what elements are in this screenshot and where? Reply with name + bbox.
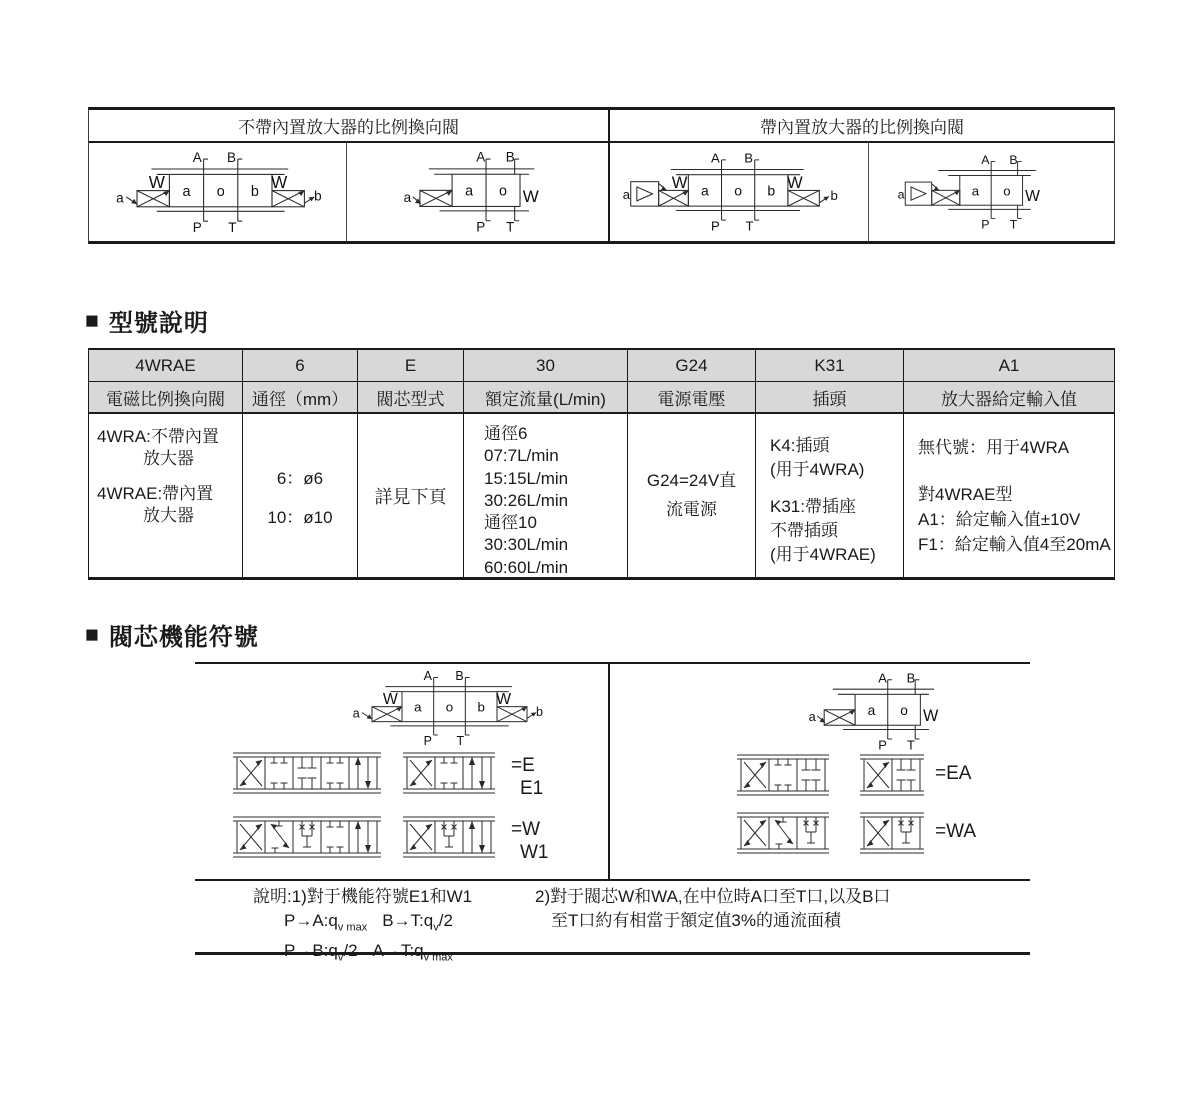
port-label-A: A (980, 154, 990, 167)
valve-overview-table (88, 107, 1115, 244)
blocked-cell (327, 821, 344, 853)
port-label-B: B (505, 150, 515, 165)
spring-w-label: W (922, 706, 939, 725)
cell-voltage (627, 414, 755, 577)
arrowhead (426, 760, 433, 766)
flow-line: 30:30L/min (484, 535, 569, 555)
port-label-B: B (226, 150, 236, 165)
side-label-b: b (313, 188, 322, 204)
side-label-b: b (536, 704, 543, 719)
header-with-amplifier: 帶內置放大器的比例換向閥 (608, 110, 1114, 141)
plug-line: 不帶插頭 (770, 521, 838, 540)
side-label-a: a (352, 706, 360, 721)
port-label-T: T (906, 737, 915, 751)
arrowhead (240, 844, 247, 850)
formula-part: A→T:q (372, 941, 424, 961)
label-e-e1 (511, 754, 543, 800)
reference-valve-3pos (347, 670, 547, 752)
section-title-spool-symbols (85, 617, 259, 652)
code-4wrae: 4WRAE (89, 350, 242, 382)
rails (233, 753, 381, 793)
formula-part: P→A:q (284, 911, 338, 930)
formula-sub: v max (337, 921, 368, 934)
valve-2pos-amp-symbol-icon (897, 154, 1087, 230)
valve-cell-3pos (89, 143, 346, 241)
section-marker-icon: ■ (85, 621, 100, 647)
cell-amp-input (903, 414, 1114, 577)
spring-w-label: W (671, 172, 688, 192)
note1-line1: 說明:1)對于機能符號E1和W1 (253, 887, 473, 906)
pos-label-o: o (216, 183, 225, 200)
valve-3pos-symbol-icon (110, 151, 326, 234)
amplifier-box (905, 182, 931, 205)
cell-plug (755, 414, 903, 577)
spool-wa-long-icon (737, 810, 829, 856)
valve-3pos-amp-symbol-icon (622, 152, 856, 232)
valve-type-line: 4WRAE:帶內置 (97, 484, 214, 503)
port-label-B: B (906, 672, 916, 686)
flow-line: 30:26L/min (484, 490, 569, 510)
port-label-P: P (980, 217, 990, 230)
cell-spool-type (357, 414, 463, 577)
overview-diagram-row (89, 143, 1114, 241)
arrowhead (867, 782, 874, 788)
arrowhead (365, 845, 371, 853)
port-label-P: P (423, 733, 432, 747)
port-label-A: A (475, 150, 485, 165)
spool-type-text: 詳見下頁 (374, 486, 447, 507)
overview-header-row (89, 110, 1114, 143)
spring-w-label: W (787, 172, 803, 192)
voltage-line: G24=24V直 (646, 471, 737, 490)
pos-label-o: o (1002, 183, 1011, 199)
spring-w-label: W (270, 172, 287, 192)
hdr-size: 通徑（mm） (242, 382, 357, 414)
port-label-P: P (192, 219, 202, 234)
restricted-center-cell (442, 821, 457, 847)
cell-valve-type (89, 414, 242, 577)
spool-ea-long-icon (737, 752, 829, 798)
port-label-B: B (1008, 154, 1018, 167)
note-2 (535, 885, 890, 933)
section-marker-icon: ■ (85, 307, 100, 333)
section-title-text: 閥芯機能符號 (108, 624, 259, 651)
arrowhead (867, 840, 874, 846)
pos-label-o: o (445, 699, 454, 715)
note1-formula1 (284, 909, 472, 939)
arrowhead (355, 821, 361, 829)
valve-type-line: 4WRA:不帶內置 (97, 427, 219, 446)
amplifier-triangle-icon (911, 187, 926, 200)
side-label-a: a (897, 187, 905, 202)
port-label-P: P (878, 737, 887, 751)
arrowhead (256, 760, 263, 766)
port-label-P: P (711, 218, 720, 233)
hdr-flow: 額定流量(L/min) (463, 382, 627, 414)
spool-label-w1: W1 (520, 842, 549, 863)
plug-line: K31:帶插座 (770, 497, 856, 516)
blocked-cell (271, 757, 288, 789)
spool-symbol-w-long (233, 814, 381, 865)
flow-line: 通徑10 (484, 513, 537, 533)
note1-formula2 (284, 939, 472, 969)
flow-line: 07:7L/min (484, 446, 559, 466)
dividers (435, 757, 463, 789)
amp-input-line: 對4WRAE型 (918, 485, 1013, 504)
valve-3pos-symbol-icon (347, 670, 547, 747)
formula-sub: v max (423, 951, 453, 964)
valve-cell-3pos-amp (608, 143, 868, 241)
arrowhead (271, 824, 277, 830)
valve-cell-2pos (346, 143, 608, 241)
spring-w-label: W (148, 172, 165, 192)
port-label-T: T (505, 219, 514, 234)
spool-symbol-panel (195, 662, 1030, 964)
panel-vertical-divider (608, 664, 610, 879)
arrowhead (410, 780, 417, 786)
port-label-B: B (455, 670, 464, 683)
restricted-center-cell (899, 817, 914, 843)
dividers (265, 757, 349, 789)
pos-label-a: a (464, 183, 473, 200)
pos-label-a: a (414, 699, 422, 715)
spool-label-w: =W (511, 819, 541, 840)
side-label-b: b (830, 187, 838, 203)
port-label-A: A (423, 670, 432, 683)
arrowhead (744, 840, 751, 846)
amp-input-line: F1：給定輸入值4至20mA (918, 535, 1111, 554)
spring-w-label: W (382, 691, 398, 709)
pos-label-o: o (498, 183, 507, 200)
arrowhead (760, 762, 767, 768)
arrowhead (479, 781, 485, 789)
plug-line: K4:插頭 (770, 436, 830, 455)
formula-part: /2 (343, 941, 358, 961)
arrowhead (744, 782, 751, 788)
valve-cell-2pos-amp (868, 143, 1114, 241)
cell-flow (463, 414, 627, 577)
label-w-w1 (511, 818, 549, 864)
amplifier-box (631, 182, 659, 206)
pos-label-a: a (701, 182, 709, 199)
spool-label-e1: E1 (520, 778, 544, 799)
formula-sub: v (337, 951, 344, 964)
spool-symbol-ea-long (737, 752, 829, 803)
restricted-center-cell (300, 821, 315, 847)
plug-line: (用于4WRA) (770, 460, 865, 479)
port-label-T: T (745, 218, 754, 233)
arrowhead (760, 820, 767, 826)
spool-symbol-e-long (233, 750, 381, 801)
model-code-table (88, 348, 1115, 580)
hdr-amp-input: 放大器給定輸入值 (903, 382, 1114, 414)
model-header-row (89, 382, 1114, 414)
header-without-amplifier: 不帶內置放大器的比例換向閥 (238, 118, 459, 137)
flow-line: 60:60L/min (484, 557, 569, 577)
spool-label-ea: =EA (935, 763, 972, 784)
port-label-A: A (711, 151, 720, 166)
blocked-cell (298, 757, 317, 789)
code-a1: A1 (903, 350, 1114, 382)
code-6: 6 (242, 350, 357, 382)
rails (737, 755, 829, 795)
blocked-cell (441, 757, 458, 789)
note2-line2: 至T口約有相當于額定值3%的通流面積 (551, 911, 841, 930)
blocked-cell (775, 759, 792, 791)
blocked-cell (327, 757, 344, 789)
size-line: 10：ø10 (267, 507, 333, 527)
port-label-T: T (227, 219, 237, 234)
label-wa (935, 820, 976, 843)
spool-w-long-icon (233, 814, 381, 860)
spool-label-e: =E (511, 755, 535, 776)
formula-part: B→T:q (382, 911, 434, 930)
pos-label-b: b (767, 182, 776, 199)
code-e: E (357, 350, 463, 382)
hdr-valve-type: 電磁比例換向閥 (89, 382, 242, 414)
arrowhead (883, 762, 890, 768)
valve-2pos-symbol-icon (402, 151, 554, 233)
plug-line: (用于4WRAE) (770, 545, 876, 564)
arrowhead (883, 820, 890, 826)
pos-label-a: a (971, 183, 979, 199)
arrowhead (283, 842, 290, 848)
arrowhead (365, 781, 371, 789)
hdr-plug: 插頭 (755, 382, 903, 414)
port-label-A: A (192, 150, 202, 165)
spool-symbol-wa-long (737, 810, 829, 861)
code-k31: K31 (755, 350, 903, 382)
arrowhead (787, 838, 794, 844)
spool-ea-short-icon (860, 752, 924, 798)
section-title-text: 型號說明 (108, 310, 209, 337)
spool-symbol-e1-short (403, 750, 495, 801)
outline (407, 757, 491, 789)
pos-label-o: o (734, 182, 743, 199)
port-label-A: A (878, 672, 887, 686)
arrowhead (410, 844, 417, 850)
port-label-P: P (475, 219, 485, 234)
spool-wa-short-icon (860, 810, 924, 856)
restricted-center-cell (804, 817, 819, 843)
arrowhead (775, 820, 781, 826)
code-30: 30 (463, 350, 627, 382)
arrowhead (469, 757, 475, 765)
rails (403, 753, 495, 793)
side-label-a: a (808, 708, 816, 724)
blocked-cell (897, 759, 916, 791)
formula-part: P→B:q (284, 941, 338, 961)
spring-w-label: W (522, 186, 539, 206)
hdr-voltage: 電源電壓 (627, 382, 755, 414)
pos-label-a: a (867, 702, 876, 718)
formula-sub: v (433, 921, 439, 934)
spool-symbol-wa-short (860, 810, 924, 861)
pos-label-o: o (900, 702, 908, 718)
amplifier-triangle-icon (637, 187, 653, 201)
port-label-T: T (456, 733, 465, 747)
voltage-line: 流電源 (666, 500, 717, 519)
panel-horizontal-divider (195, 879, 1030, 881)
arrowhead (479, 845, 485, 853)
blocked-cell (802, 759, 821, 791)
size-line: 6：ø6 (276, 468, 324, 488)
pos-label-b: b (250, 183, 259, 200)
valve-type-line: 放大器 (143, 506, 194, 525)
spool-e-long-icon (233, 750, 381, 796)
spring-w-label: W (1024, 188, 1040, 206)
cell-size (242, 414, 357, 577)
spool-e1-icon (403, 750, 495, 796)
port-label-T: T (1009, 217, 1017, 230)
side-label-a: a (403, 189, 411, 205)
code-g24: G24 (627, 350, 755, 382)
model-body-row (89, 414, 1114, 577)
reference-valve-2pos (807, 672, 953, 756)
amp-input-line: A1：給定輸入值±10V (918, 510, 1081, 529)
spool-w1-icon (403, 814, 495, 860)
arrowhead (823, 196, 829, 200)
side-label-a: a (115, 189, 124, 205)
valve-type-line: 放大器 (143, 449, 194, 468)
spool-symbol-w1-short (403, 814, 495, 865)
spool-label-wa: =WA (935, 821, 976, 842)
side-label-a: a (622, 186, 631, 202)
arrowhead (426, 824, 433, 830)
spool-symbol-ea-short (860, 752, 924, 803)
pos-label-a: a (182, 183, 191, 200)
arrowhead (469, 821, 475, 829)
valve-2pos-symbol-icon (807, 672, 953, 751)
spring-w-label: W (496, 691, 512, 709)
flow-line: 通徑6 (484, 424, 528, 443)
model-code-row (89, 350, 1114, 382)
port-label-B: B (744, 151, 753, 166)
pos-label-b: b (477, 699, 485, 715)
section-title-model-code (85, 303, 209, 338)
dividers (769, 759, 797, 791)
outline (741, 759, 825, 791)
label-ea (935, 762, 971, 785)
formula-part: /2 (438, 911, 453, 930)
arrowhead (240, 780, 247, 786)
note-1 (253, 885, 472, 970)
amp-input-line: 無代號：用于4WRA (918, 438, 1070, 457)
arrowhead (355, 757, 361, 765)
note2-line1: 2)對于閥芯W和WA,在中位時A口至T口,以及B口 (535, 887, 891, 906)
hdr-spool-type: 閥芯型式 (357, 382, 463, 414)
arrowhead (256, 824, 263, 830)
flow-line: 15:15L/min (484, 468, 569, 488)
